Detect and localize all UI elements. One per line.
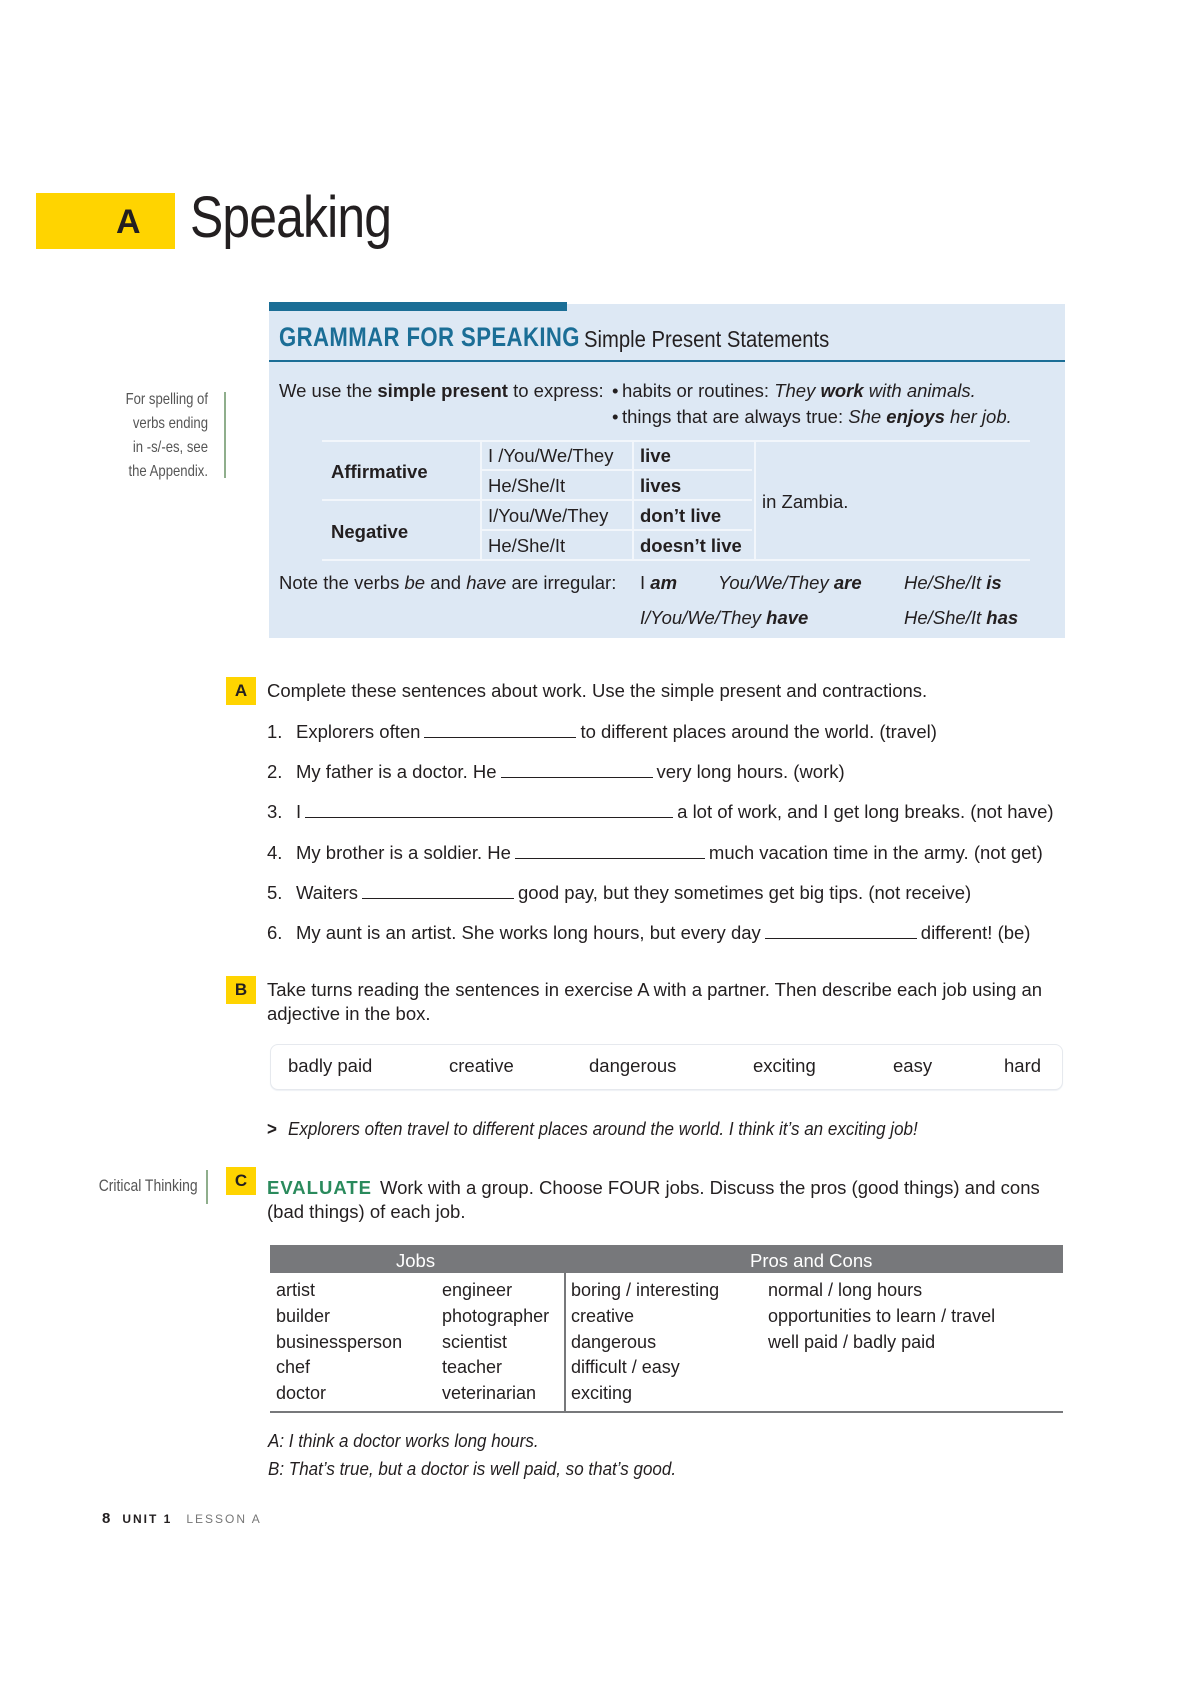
- exercise-item: [267, 721, 937, 743]
- answer-blank[interactable]: [515, 844, 705, 859]
- table-group-negative: Negative: [331, 521, 409, 542]
- text: My brother is a soldier. He: [296, 842, 511, 863]
- text-bold: has: [986, 607, 1019, 628]
- grammar-box-accent-bar: [269, 302, 567, 311]
- text: good pay, but they sometimes get big tips. (not receive): [518, 882, 972, 903]
- text: a lot of work, and I get long breaks. (not have): [677, 801, 1054, 822]
- job-item: teacher: [442, 1357, 503, 1377]
- text: habits or routines:: [622, 380, 775, 401]
- word-box-item: badly paid: [288, 1055, 373, 1076]
- text: He/She/It: [904, 572, 987, 593]
- text: Explorers often: [296, 721, 421, 742]
- text-italic: with animals.: [863, 380, 976, 401]
- answer-blank[interactable]: [424, 723, 576, 738]
- evaluate-keyword: EVALUATE: [267, 1177, 372, 1198]
- jobs-table-divider: [564, 1245, 566, 1411]
- table-rule: [481, 469, 752, 471]
- text: to different places around the world. (travel): [580, 721, 937, 742]
- text: I: [296, 801, 302, 822]
- text-bold: simple present: [377, 380, 508, 401]
- text-bold-italic: enjoys: [886, 406, 945, 427]
- text-italic: be: [404, 572, 426, 593]
- irregular-note: [279, 572, 616, 594]
- table-rule: [322, 499, 752, 501]
- table-verb: lives: [640, 475, 682, 496]
- pros-cons-item: exciting: [571, 1383, 633, 1403]
- item-number: 4.: [267, 842, 283, 863]
- text: very long hours. (work): [656, 761, 845, 782]
- text: much vacation time in the army. (not get): [708, 842, 1043, 863]
- text: are irregular:: [506, 572, 617, 593]
- grammar-bullet: [612, 380, 976, 402]
- grammar-box-divider: [269, 360, 1065, 362]
- exercise-item: [267, 882, 971, 904]
- page-footer: [102, 1510, 262, 1528]
- pros-cons-item: boring / interesting: [571, 1280, 720, 1300]
- unit-label: UNIT 1: [122, 1512, 173, 1526]
- answer-blank[interactable]: [305, 803, 673, 818]
- grammar-bullet: [612, 406, 1012, 428]
- exercise-a-instruction: Complete these sentences about work. Use the simple present and contractions.: [267, 680, 928, 701]
- item-number: 1.: [267, 721, 283, 742]
- jobs-table-header: [270, 1245, 1063, 1273]
- exercise-item: [267, 801, 1054, 823]
- lesson-label: LESSON A: [186, 1512, 262, 1526]
- table-rule: [322, 440, 1030, 442]
- bullet-icon: •: [612, 406, 619, 427]
- irregular-form: [904, 572, 1002, 594]
- text-bold: is: [986, 572, 1002, 593]
- item-number: 5.: [267, 882, 283, 903]
- text-italic: They: [774, 380, 821, 401]
- job-item: engineer: [442, 1280, 513, 1300]
- critical-thinking-label: Critical Thinking: [99, 1176, 198, 1195]
- side-note-rule: [224, 392, 226, 478]
- jobs-table-bottom-rule: [270, 1411, 1063, 1413]
- example-sentence: [267, 1118, 918, 1140]
- job-item: doctor: [276, 1383, 327, 1403]
- item-number: 2.: [267, 761, 283, 782]
- table-rule: [481, 529, 752, 531]
- pros-cons-item: dangerous: [571, 1332, 657, 1352]
- table-subject: I /You/We/They: [488, 445, 614, 466]
- text-bold: are: [833, 572, 862, 593]
- item-number: 3.: [267, 801, 283, 822]
- exercise-c-instruction: (bad things) of each job.: [267, 1201, 466, 1222]
- text-bold-italic: work: [820, 380, 864, 401]
- section-letter: A: [116, 203, 141, 241]
- job-item: photographer: [442, 1306, 550, 1326]
- pros-cons-item: normal / long hours: [768, 1280, 923, 1300]
- pros-cons-item: difficult / easy: [571, 1357, 680, 1377]
- irregular-form: [640, 572, 677, 594]
- table-subject: He/She/It: [488, 535, 566, 556]
- exercise-b-instruction: Take turns reading the sentences in exercise A with a partner. Then describe each job using an: [267, 979, 1043, 1000]
- word-box-item: creative: [449, 1055, 514, 1076]
- table-rule: [480, 441, 482, 559]
- pros-cons-item: well paid / badly paid: [768, 1332, 936, 1352]
- word-box-item: hard: [1004, 1055, 1042, 1076]
- job-item: builder: [276, 1306, 331, 1326]
- table-verb: doesn’t live: [640, 535, 742, 556]
- critical-thinking-rule: [206, 1170, 208, 1204]
- side-note-line: the Appendix.: [128, 463, 208, 480]
- grammar-box-label: GRAMMAR FOR SPEAKING: [279, 322, 580, 352]
- chevron-right-icon: >: [267, 1118, 277, 1139]
- table-rule: [632, 441, 634, 559]
- text: He/She/It: [904, 607, 987, 628]
- exercise-b-instruction: adjective in the box.: [267, 1003, 431, 1024]
- section-label-box: [36, 193, 175, 249]
- jobs-table-header-jobs: Jobs: [396, 1250, 436, 1271]
- text: We use the: [279, 380, 378, 401]
- irregular-form: [718, 572, 862, 594]
- text: My aunt is an artist. She works long hours, but every day: [296, 922, 761, 943]
- answer-blank[interactable]: [501, 763, 653, 778]
- irregular-form: [640, 607, 808, 629]
- page-number: 8: [102, 1510, 111, 1527]
- exercise-badge-a: A: [226, 677, 256, 705]
- word-box-item: dangerous: [589, 1055, 677, 1076]
- text: You/We/They: [718, 572, 834, 593]
- text-italic: her job.: [944, 406, 1012, 427]
- text: Work with a group. Choose FOUR jobs. Discuss the pros (good things) and cons: [379, 1177, 1040, 1198]
- text: to express:: [507, 380, 604, 401]
- job-item: chef: [276, 1357, 311, 1377]
- text-italic: have: [466, 572, 507, 593]
- dialog-line: B: That’s true, but a doctor is well paid, so that’s good.: [268, 1458, 677, 1479]
- text: I/You/We/They: [640, 607, 767, 628]
- side-note: [110, 388, 208, 484]
- irregular-form: [904, 607, 1018, 629]
- table-rule: [322, 559, 1030, 561]
- dialog-line: A: I think a doctor works long hours.: [268, 1430, 539, 1451]
- table-verb: don’t live: [640, 505, 722, 526]
- table-subject: He/She/It: [488, 475, 566, 496]
- text: different! (be): [920, 922, 1031, 943]
- exercise-badge-c: C: [226, 1167, 256, 1195]
- job-item: artist: [276, 1280, 316, 1300]
- table-subject: I/You/We/They: [488, 505, 609, 526]
- text: I: [640, 572, 651, 593]
- side-note-line: in -s/-es, see: [132, 439, 208, 456]
- table-rule: [754, 441, 756, 559]
- exercise-badge-b: B: [226, 976, 256, 1004]
- item-number: 6.: [267, 922, 283, 943]
- pros-cons-item: opportunities to learn / travel: [768, 1306, 996, 1326]
- answer-blank[interactable]: [362, 884, 514, 899]
- job-item: veterinarian: [442, 1383, 537, 1403]
- grammar-box-subtitle: Simple Present Statements: [584, 326, 830, 352]
- text-italic: She: [848, 406, 887, 427]
- text: things that are always true:: [622, 406, 849, 427]
- exercise-item: [267, 922, 1030, 944]
- jobs-table-header-pros-cons: Pros and Cons: [750, 1250, 873, 1271]
- exercise-item: [267, 842, 1043, 864]
- answer-blank[interactable]: [765, 924, 917, 939]
- job-item: scientist: [442, 1332, 508, 1352]
- side-note-line: verbs ending: [132, 415, 208, 432]
- page-title: Speaking: [190, 185, 392, 250]
- table-verb: live: [640, 445, 671, 466]
- word-box-item: easy: [893, 1055, 933, 1076]
- text-italic: Explorers often travel to different places around the world. I think it’s an exciting job!: [287, 1118, 918, 1139]
- text: and: [425, 572, 467, 593]
- word-box-item: exciting: [753, 1055, 816, 1076]
- text-bold: have: [766, 607, 809, 628]
- pros-cons-item: creative: [571, 1306, 635, 1326]
- bullet-icon: •: [612, 380, 619, 401]
- grammar-intro: [279, 380, 604, 402]
- job-item: businessperson: [276, 1332, 403, 1352]
- text: Waiters: [296, 882, 359, 903]
- table-complement: in Zambia.: [762, 491, 849, 512]
- text-bold: am: [650, 572, 678, 593]
- text: My father is a doctor. He: [296, 761, 497, 782]
- exercise-item: [267, 761, 845, 783]
- exercise-c-instruction: [267, 1177, 1040, 1199]
- side-note-line: For spelling of: [125, 391, 208, 408]
- text: Note the verbs: [279, 572, 405, 593]
- table-group-affirmative: Affirmative: [331, 461, 428, 482]
